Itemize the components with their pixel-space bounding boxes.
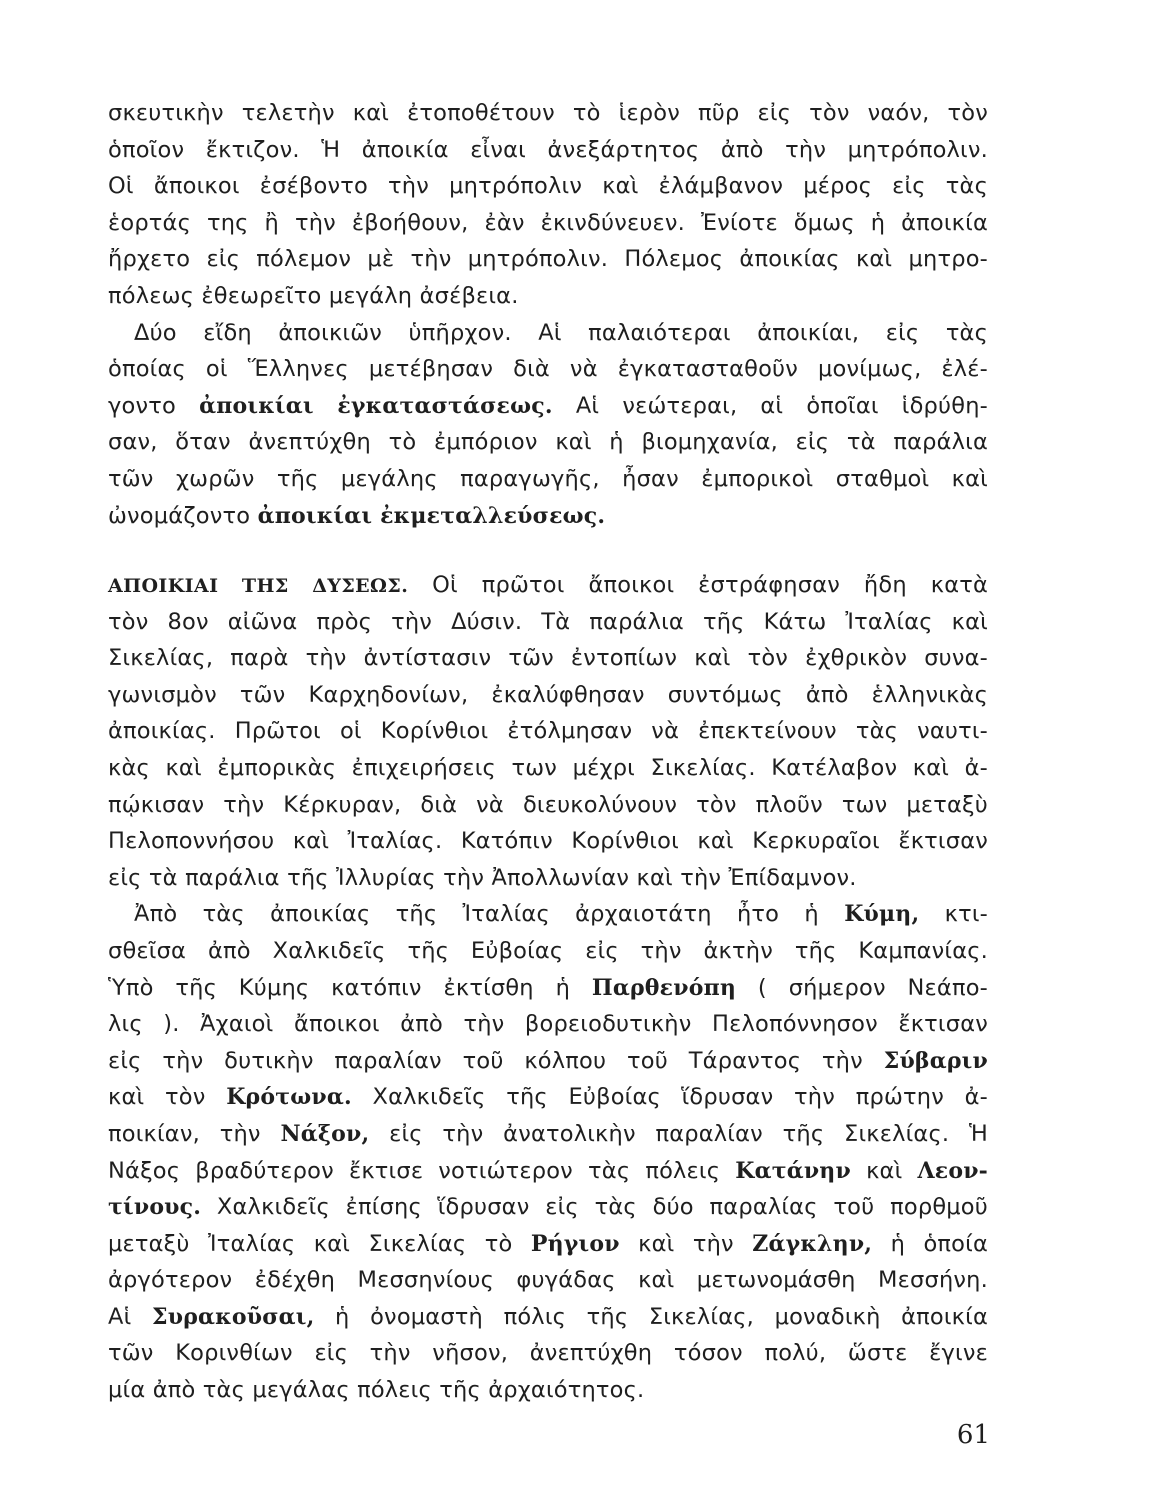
bold-term: ἀποικίαι ἐγκαταστάσεως. <box>199 392 553 419</box>
text-line <box>108 896 988 933</box>
text-run: Οἱ πρῶτοι ἄποικοι ἐστράφησαν ἤδη κατὰ <box>408 572 988 598</box>
bold-term: Λεον- <box>917 1157 988 1184</box>
text-line: ἀργότερον ἐδέχθη Μεσσηνίους φυγάδας καὶ μετωνομάσθη Μεσσήνη. <box>108 1267 988 1294</box>
text-run: ἡ ὀνομαστὴ πόλις τῆς Σικελίας, μοναδικὴ ἀποικία <box>314 1303 988 1330</box>
text-line: ἤρχετο εἰς πόλεμον μὲ τὴν μητρόπολιν. Πόλεμος ἀποικίας καὶ μητρο- <box>108 246 988 273</box>
bold-term: Σύβαριν <box>883 1047 988 1074</box>
text-run: γοντο <box>108 392 200 419</box>
text-line <box>108 1153 988 1190</box>
text-line: ὁποίας οἱ Ἕλληνες μετέβησαν διὰ νὰ ἐγκατασταθοῦν μονίμως, ἐλέ- <box>108 356 988 383</box>
paragraph-1 <box>108 95 988 315</box>
bold-term: Ρήγιον <box>530 1230 620 1257</box>
text-line <box>108 970 988 1007</box>
paragraph-2 <box>108 315 988 535</box>
text-line <box>108 388 988 425</box>
text-line: Οἱ ἄποικοι ἐσέβοντο τὴν μητρόπολιν καὶ ἐλάμβανον μέρος εἰς τὰς <box>108 173 988 200</box>
text-run: κτι- <box>919 901 988 928</box>
bold-term: Νάξον, <box>280 1120 370 1147</box>
text-line: ὁποῖον ἔκτιζον. Ἡ ἀποικία εἶναι ἀνεξάρτητος ἀπὸ τὴν μητρόπολιν. <box>108 136 988 163</box>
text-line <box>108 1043 988 1080</box>
text-run: καὶ τὸν <box>108 1084 227 1111</box>
text-line: εἰς τὰ παράλια τῆς Ἰλλυρίας τὴν Ἀπολλωνίαν καὶ τὴν Ἐπίδαμνον. <box>108 864 857 891</box>
bold-term: Συρακοῦσαι, <box>152 1303 315 1330</box>
bold-term: Παρθενόπη <box>591 974 737 1001</box>
text-line: τῶν χωρῶν τῆς μεγάλης παραγωγῆς, ἦσαν ἐμπορικοὶ σταθμοὶ καὶ <box>108 465 988 492</box>
text-run: Νάξος βραδύτερον ἔκτισε νοτιώτερον τὰς πόλεις <box>108 1157 736 1184</box>
text-line: λις ). Ἀχαιοὶ ἄποικοι ἀπὸ τὴν βορειοδυτικὴν Πελοπόννησον ἔκτισαν <box>108 1011 988 1038</box>
text-run: Αἱ <box>108 1303 152 1330</box>
text-line: πόλεως ἐθεωρεῖτο μεγάλη ἀσέβεια. <box>108 282 519 309</box>
text-line <box>108 1116 988 1153</box>
text-run: καὶ <box>850 1157 918 1184</box>
text-line: τῶν Κορινθίων εἰς τὴν νῆσον, ἀνεπτύχθη τόσον πολύ, ὥστε ἔγινε <box>108 1340 988 1367</box>
text-line <box>108 498 988 535</box>
bold-term: Ζάγκλην, <box>752 1230 873 1257</box>
text-line: Σικελίας, παρὰ τὴν ἀντίστασιν τῶν ἐντοπίων καὶ τὸν ἐχθρικὸν συνα- <box>108 645 988 672</box>
section-heading: ΑΠΟΙΚΙΑΙ ΤΗΣ ΔΥΣΕΩΣ. <box>108 575 409 597</box>
page-number: 61 <box>956 1420 990 1450</box>
bold-term: Κρότωνα. <box>226 1084 352 1111</box>
paragraph-4 <box>108 896 988 1408</box>
text-line: σαν, ὅταν ἀνεπτύχθη τὸ ἐμπόριον καὶ ἡ βιομηχανία, εἰς τὰ παράλια <box>108 429 988 456</box>
text-line: σκευτικὴν τελετὴν καὶ ἐτοποθέτουν τὸ ἱερὸν πῦρ εἰς τὸν ναόν, τὸν <box>108 100 988 126</box>
text-line: ἑορτάς της ἢ τὴν ἐβοήθουν, ἐὰν ἐκινδύνευεν. Ἐνίοτε ὅμως ἡ ἀποικία <box>108 209 988 236</box>
text-run: ὠνομάζοντο <box>108 502 258 529</box>
text-line <box>108 1299 988 1336</box>
text-line <box>108 567 988 604</box>
text-line: γωνισμὸν τῶν Καρχηδονίων, ἐκαλύφθησαν συντόμως ἀπὸ ἑλληνικὰς <box>108 681 988 708</box>
text-run: ποικίαν, τὴν <box>108 1120 281 1147</box>
text-line: τὸν 8ον αἰῶνα πρὸς τὴν Δύσιν. Τὰ παράλια τῆς Κάτω Ἰταλίας καὶ <box>108 608 988 635</box>
text-line: κὰς καὶ ἐμπορικὰς ἐπιχειρήσεις των μέχρι Σικελίας. Κατέλαβον καὶ ἀ- <box>108 754 988 781</box>
text-run: καὶ τὴν <box>619 1230 753 1257</box>
text-run: Ἀπὸ τὰς ἀποικίας τῆς Ἰταλίας ἀρχαιοτάτη ἦτο ἡ <box>134 901 845 928</box>
text-block-lower <box>108 567 988 1409</box>
text-line: σθεῖσα ἀπὸ Χαλκιδεῖς τῆς Εὐβοίας εἰς τὴν ἀκτὴν τῆς Καμπανίας. <box>108 937 988 964</box>
text-block-upper <box>108 95 988 534</box>
bold-term: ἀποικίαι ἐκμεταλλεύσεως. <box>257 502 606 529</box>
text-line <box>108 1079 988 1116</box>
bold-term: τίνους. <box>108 1194 202 1221</box>
text-run: Αἱ νεώτεραι, αἱ ὁποῖαι ἱδρύθη- <box>552 392 988 419</box>
text-run: ἡ ὁποία <box>872 1230 988 1257</box>
text-run: Χαλκιδεῖς τῆς Εὐβοίας ἵδρυσαν τὴν πρώτην ἀ- <box>351 1084 989 1111</box>
text-line: Πελοποννήσου καὶ Ἰταλίας. Κατόπιν Κορίνθιοι καὶ Κερκυραῖοι ἔκτισαν <box>108 828 988 855</box>
text-line: ἀποικίας. Πρῶτοι οἱ Κορίνθιοι ἐτόλμησαν νὰ ἐπεκτείνουν τὰς ναυτι- <box>108 718 988 745</box>
text-line: Δύο εἴδη ἀποικιῶν ὑπῆρχον. Αἱ παλαιότεραι ἀποικίαι, εἰς τὰς <box>134 319 988 346</box>
paragraph-3 <box>108 567 988 896</box>
text-line <box>108 1226 988 1263</box>
text-line: μία ἀπὸ τὰς μεγάλας πόλεις τῆς ἀρχαιότητος. <box>108 1377 645 1404</box>
text-run: Ὑπὸ τῆς Κύμης κατόπιν ἐκτίσθη ἡ <box>108 974 592 1001</box>
text-line: πῴκισαν τὴν Κέρκυραν, διὰ νὰ διευκολύνουν τὸν πλοῦν των μεταξὺ <box>108 791 988 818</box>
text-run: ( σήμερον Νεάπο- <box>736 974 988 1001</box>
text-run: Χαλκιδεῖς ἐπίσης ἵδρυσαν εἰς τὰς δύο παραλίας τοῦ πορθμοῦ <box>201 1194 988 1221</box>
text-line <box>108 1189 988 1226</box>
bold-term: Κύμη, <box>844 901 920 928</box>
text-run: μεταξὺ Ἰταλίας καὶ Σικελίας τὸ <box>108 1230 531 1257</box>
text-run: εἰς τὴν δυτικὴν παραλίαν τοῦ κόλπου τοῦ Τάραντος τὴν <box>108 1047 884 1074</box>
bold-term: Κατάνην <box>735 1157 851 1184</box>
text-run: εἰς τὴν ἀνατολικὴν παραλίαν τῆς Σικελίας. Ἡ <box>369 1120 988 1147</box>
